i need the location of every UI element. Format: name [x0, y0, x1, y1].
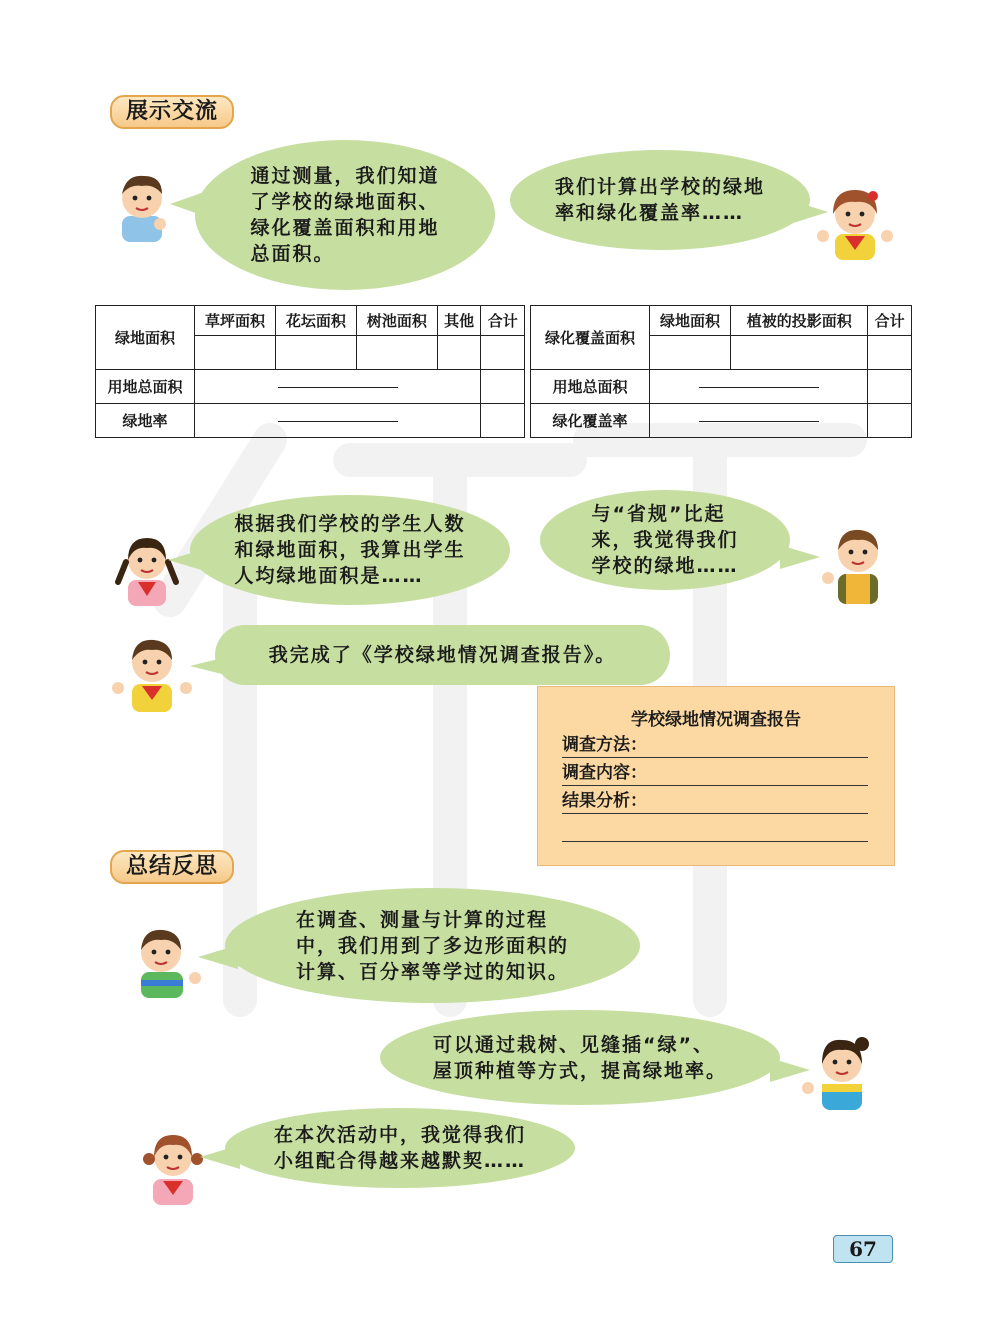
empty-cell [481, 404, 525, 438]
dash-cell [195, 404, 481, 438]
report-title: 学校绿地情况调查报告 [631, 710, 801, 730]
section-tag-label: 展示交流 [126, 99, 219, 124]
row-label: 绿化覆盖面积 [531, 306, 650, 370]
bubble-text: 我们计算出学校的绿地 率和绿化覆盖率…… [554, 176, 765, 224]
page-number: 67 [833, 1235, 893, 1263]
dash-cell [650, 370, 868, 404]
survey-report-card [537, 686, 895, 866]
column-header: 树池面积 [356, 306, 437, 336]
row-label: 用地总面积 [96, 370, 195, 404]
column-header: 植被的投影面积 [731, 306, 868, 336]
boy-character-icon [110, 632, 194, 712]
bubble-tail [780, 545, 820, 569]
empty-cell [195, 336, 276, 370]
row-label: 用地总面积 [531, 370, 650, 404]
boy-character-icon [108, 168, 178, 242]
speech-bubble-teamwork [225, 1108, 575, 1188]
boy-character-icon [820, 520, 896, 604]
green-coverage-table [530, 305, 912, 438]
empty-cell [868, 336, 912, 370]
empty-cell [650, 336, 731, 370]
bubble-text: 在本次活动中，我觉得我们 小组配合得越来越默契…… [273, 1124, 526, 1172]
empty-cell [731, 336, 868, 370]
girl-character-icon [800, 1030, 882, 1110]
boy-character-icon [125, 922, 205, 998]
section-tag-share [110, 95, 234, 129]
bubble-text: 我完成了《学校绿地情况调查报告》。 [268, 644, 617, 666]
report-blank-line [562, 817, 868, 842]
bubble-text: 根据我们学校的学生人数 和绿地面积，我算出学生 人均绿地面积是…… [234, 513, 466, 587]
row-label: 绿地面积 [96, 306, 195, 370]
column-header: 草坪面积 [195, 306, 276, 336]
speech-bubble-per-student [190, 495, 510, 605]
column-header: 合计 [868, 306, 912, 336]
bubble-text: 通过测量，我们知道 了学校的绿地面积、 绿化覆盖面积和用地 总面积。 [250, 165, 440, 265]
report-method-line: 调查方法： [562, 733, 868, 758]
column-header: 花坛面积 [275, 306, 356, 336]
empty-cell [868, 404, 912, 438]
column-header: 其他 [437, 306, 481, 336]
speech-bubble-rates [510, 150, 810, 250]
bubble-text: 在调查、测量与计算的过程 中，我们用到了多边形面积的 计算、百分率等学过的知识。 [295, 908, 569, 983]
speech-bubble-measure [195, 140, 495, 290]
empty-cell [356, 336, 437, 370]
speech-bubble-improve [380, 1010, 780, 1105]
row-label: 绿地率 [96, 404, 195, 438]
dash-cell [195, 370, 481, 404]
empty-cell [481, 336, 525, 370]
column-header: 合计 [481, 306, 525, 336]
empty-cell [868, 370, 912, 404]
bubble-text: 与“省规”比起 来，我觉得我们 学校的绿地…… [591, 503, 739, 577]
row-label: 绿化覆盖率 [531, 404, 650, 438]
empty-cell [437, 336, 481, 370]
section-tag-label: 总结反思 [126, 854, 219, 879]
report-analysis-line: 结果分析： [562, 789, 868, 814]
speech-bubble-compare [540, 490, 790, 590]
section-tag-summary [110, 850, 234, 884]
speech-bubble-report [215, 625, 670, 685]
empty-cell [275, 336, 356, 370]
dash-cell [650, 404, 868, 438]
green-area-table [95, 305, 525, 438]
empty-cell [481, 370, 525, 404]
report-content-line: 调查内容： [562, 761, 868, 786]
bubble-text: 可以通过栽树、见缝插“绿”、 屋顶种植等方式，提高绿地率。 [432, 1033, 727, 1082]
speech-bubble-knowledge [225, 888, 640, 1003]
column-header: 绿地面积 [650, 306, 731, 336]
girl-character-icon [815, 180, 895, 260]
